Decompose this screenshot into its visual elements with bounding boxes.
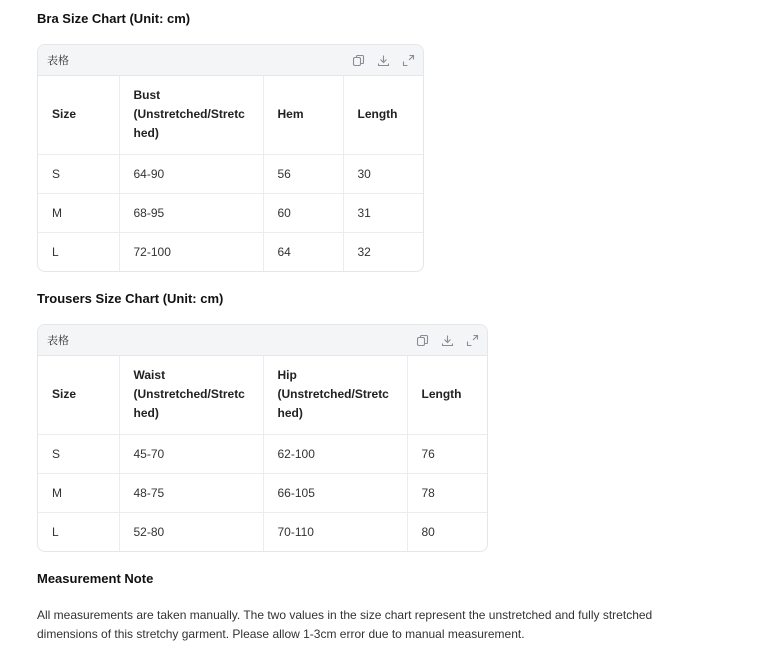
table-header-row (38, 356, 487, 434)
cell-hem: 64 (263, 232, 343, 271)
cell-bust: 64-90 (119, 154, 263, 193)
cell-hip: 70-110 (263, 512, 407, 551)
cell-size: M (38, 193, 119, 232)
header-length: Length (343, 76, 423, 154)
table-header-row (38, 76, 423, 154)
trousers-table-card (37, 324, 488, 552)
expand-icon[interactable] (402, 54, 415, 67)
cell-size: S (38, 434, 119, 473)
measurement-note-title: Measurement Note (37, 571, 154, 586)
header-length: Length (407, 356, 487, 434)
table-row (38, 473, 487, 512)
cell-size: L (38, 512, 119, 551)
bra-size-table (38, 76, 423, 271)
cell-length: 80 (421, 524, 435, 539)
bra-table-card (37, 44, 424, 272)
cell-waist: 48-75 (119, 473, 263, 512)
header-hem: Hem (263, 76, 343, 154)
cell-size: M (38, 473, 119, 512)
trousers-size-table (38, 356, 487, 551)
expand-icon[interactable] (466, 334, 479, 347)
cell-bust: 68-95 (119, 193, 263, 232)
cell-length: 76 (407, 434, 487, 473)
bra-table-toolbar (38, 45, 423, 76)
bra-chart-title: Bra Size Chart (Unit: cm) (37, 11, 191, 26)
table-row (38, 512, 487, 551)
cell-length: 30 (343, 154, 423, 193)
cell-hem: 60 (263, 193, 343, 232)
header-waist: Waist (Unstretched/Stretc hed) (119, 356, 263, 434)
measurement-note-text: All measurements are taken manually. The two values in the size chart represent the unstretched and fully stretched dimensions of this stretchy garment. Please allow 1-3cm error due to manual measurement. (37, 608, 653, 641)
cell-length: 31 (343, 193, 423, 232)
table-label: 表格 (47, 55, 69, 67)
cell-waist: 45-70 (119, 434, 263, 473)
header-size: Size (38, 76, 119, 154)
copy-icon[interactable] (352, 54, 365, 67)
table-row (38, 434, 487, 473)
header-size: Size (38, 356, 119, 434)
trousers-table-toolbar (38, 325, 487, 356)
table-row (38, 154, 423, 193)
cell-hip: 66-105 (263, 473, 407, 512)
trousers-chart-title: Trousers Size Chart (Unit: cm) (37, 291, 224, 306)
download-icon[interactable] (377, 54, 390, 67)
table-row (38, 193, 423, 232)
header-hip: Hip (Unstretched/Stretc hed) (263, 356, 407, 434)
cell-length: 32 (357, 244, 371, 259)
copy-icon[interactable] (416, 334, 429, 347)
cell-waist: 52-80 (119, 512, 263, 551)
cell-length: 78 (407, 473, 487, 512)
cell-size: S (38, 154, 119, 193)
cell-hem: 56 (263, 154, 343, 193)
table-label: 表格 (47, 335, 69, 347)
cell-bust: 72-100 (119, 232, 263, 271)
header-bust: Bust (Unstretched/Stretc hed) (119, 76, 263, 154)
table-row (38, 232, 423, 271)
cell-hip: 62-100 (263, 434, 407, 473)
download-icon[interactable] (441, 334, 454, 347)
cell-size: L (38, 232, 119, 271)
